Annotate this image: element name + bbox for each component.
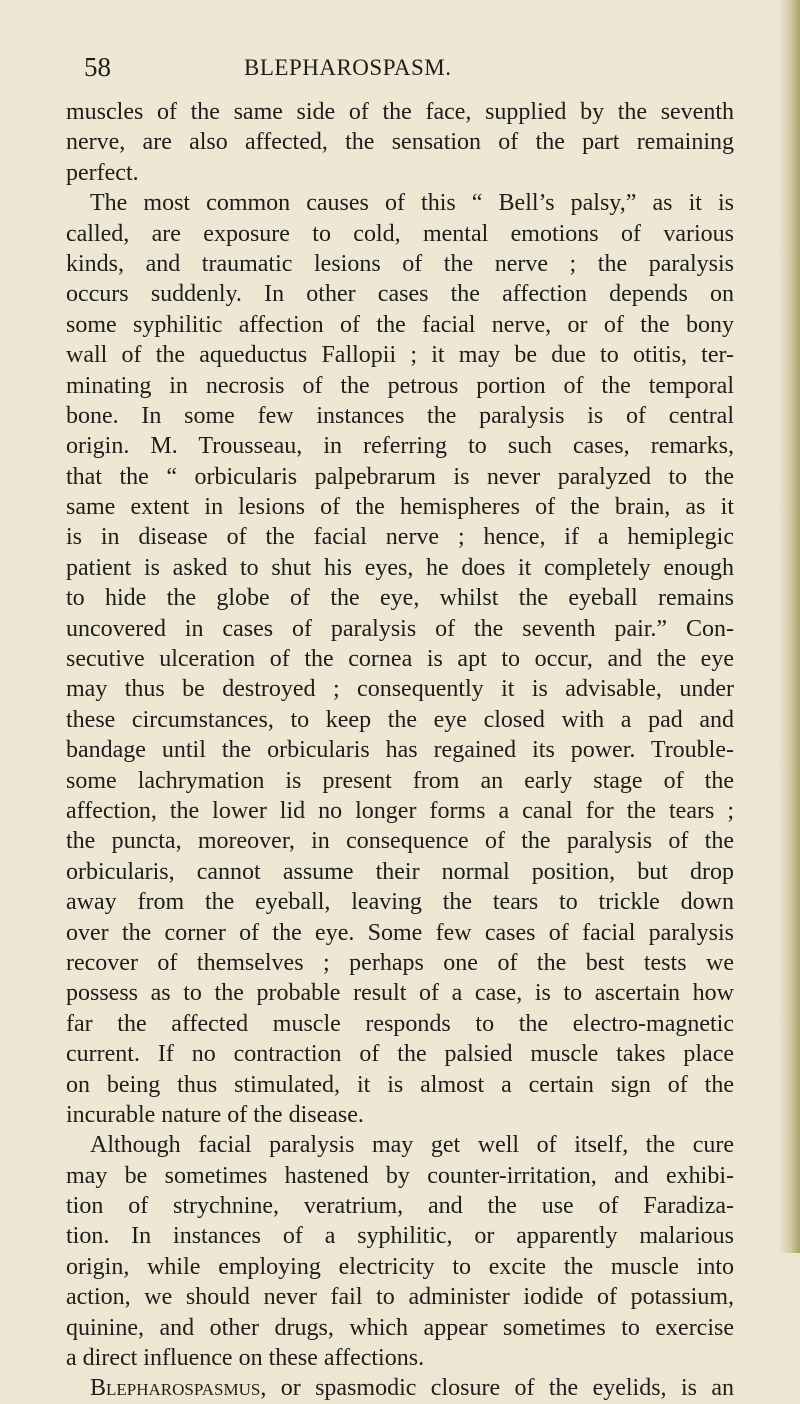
text-line: tion of strychnine, veratrium, and the use of Faradiza- [66, 1193, 734, 1220]
text-line: nerve, are also affected, the sensation of the part remaining [66, 129, 734, 156]
text-line: may thus be destroyed ; consequently it is advisable, under [66, 676, 734, 703]
text-line: secutive ulceration of the cornea is apt to occur, and the eye [66, 646, 734, 673]
text-line: on being thus stimulated, it is almost a certain sign of the [66, 1071, 734, 1098]
final-line-rest: , or spasmodic closure of the eyelids, is an [260, 1375, 734, 1402]
text-line: quinine, and other drugs, which appear sometimes to exercise [66, 1314, 734, 1341]
text-line: patient is asked to shut his eyes, he does it completely enough [66, 554, 734, 581]
text-line: a direct influence on these affections. [66, 1345, 425, 1372]
text-line: uncovered in cases of paralysis of the seventh pair.” Con- [66, 615, 734, 642]
text-line: possess as to the probable result of a case, is to ascertain how [66, 980, 734, 1007]
text-line: origin, while employing electricity to excite the muscle into [66, 1253, 734, 1280]
text-line: some syphilitic affection of the facial nerve, or of the bony [66, 311, 734, 338]
text-line: away from the eyeball, leaving the tears to trickle down [66, 889, 734, 916]
page-edge-shadow [778, 0, 800, 1253]
text-line: these circumstances, to keep the eye closed with a pad and [66, 706, 734, 733]
text-line: perfect. [66, 159, 139, 186]
text-line: The most common causes of this “ Bell’s palsy,” as it is [90, 190, 734, 217]
text-line: may be sometimes hastened by counter-irritation, and exhibi- [66, 1162, 734, 1189]
page-number: 58 [84, 52, 111, 82]
text-line: that the “ orbicularis palpebrarum is never paralyzed to the [66, 463, 734, 490]
page-header [84, 50, 724, 84]
text-line: wall of the aqueductus Fallopii ; it may be due to otitis, ter- [66, 342, 734, 369]
text-line-final [66, 1373, 734, 1403]
body-text [66, 97, 734, 1404]
term-blepharospasmus: Blepharospasmus [90, 1375, 261, 1402]
text-line: same extent in lesions of the hemispheres of the brain, as it [66, 494, 734, 521]
text-line: incurable nature of the disease. [66, 1101, 364, 1128]
text-line: affection, the lower lid no longer forms a canal for the tears ; [66, 797, 734, 824]
text-line: kinds, and traumatic lesions of the nerve ; the paralysis [66, 250, 734, 277]
text-line: is in disease of the facial nerve ; hence, if a hemiplegic [66, 524, 734, 551]
text-line: called, are exposure to cold, mental emotions of various [66, 220, 734, 247]
text-line: orbicularis, cannot assume their normal position, but drop [66, 858, 734, 885]
text-line: tion. In instances of a syphilitic, or apparently malarious [66, 1223, 734, 1250]
text-line: over the corner of the eye. Some few cases of facial paralysis [66, 919, 734, 946]
text-line: bone. In some few instances the paralysis is of central [66, 402, 734, 429]
text-line: far the affected muscle responds to the electro-magnetic [66, 1010, 734, 1037]
text-line: minating in necrosis of the petrous portion of the temporal [66, 372, 734, 399]
text-line: muscles of the same side of the face, supplied by the seventh [66, 99, 734, 125]
text-line: the puncta, moreover, in consequence of the paralysis of the [66, 828, 734, 855]
text-line: recover of themselves ; perhaps one of the best tests we [66, 949, 734, 976]
running-head: BLEPHAROSPASM. [244, 55, 452, 80]
text-line: current. If no contraction of the palsied muscle takes place [66, 1041, 734, 1068]
text-line: some lachrymation is present from an early stage of the [66, 767, 734, 794]
text-line: Although facial paralysis may get well of itself, the cure [90, 1132, 734, 1159]
text-line: action, we should never fail to administer iodide of potassium, [66, 1284, 734, 1311]
text-line: origin. M. Trousseau, in referring to such cases, remarks, [66, 433, 734, 460]
text-line: occurs suddenly. In other cases the affection depends on [66, 281, 734, 308]
text-line: bandage until the orbicularis has regained its power. Trouble- [66, 737, 734, 764]
text-line: to hide the globe of the eye, whilst the eyeball remains [66, 585, 734, 612]
